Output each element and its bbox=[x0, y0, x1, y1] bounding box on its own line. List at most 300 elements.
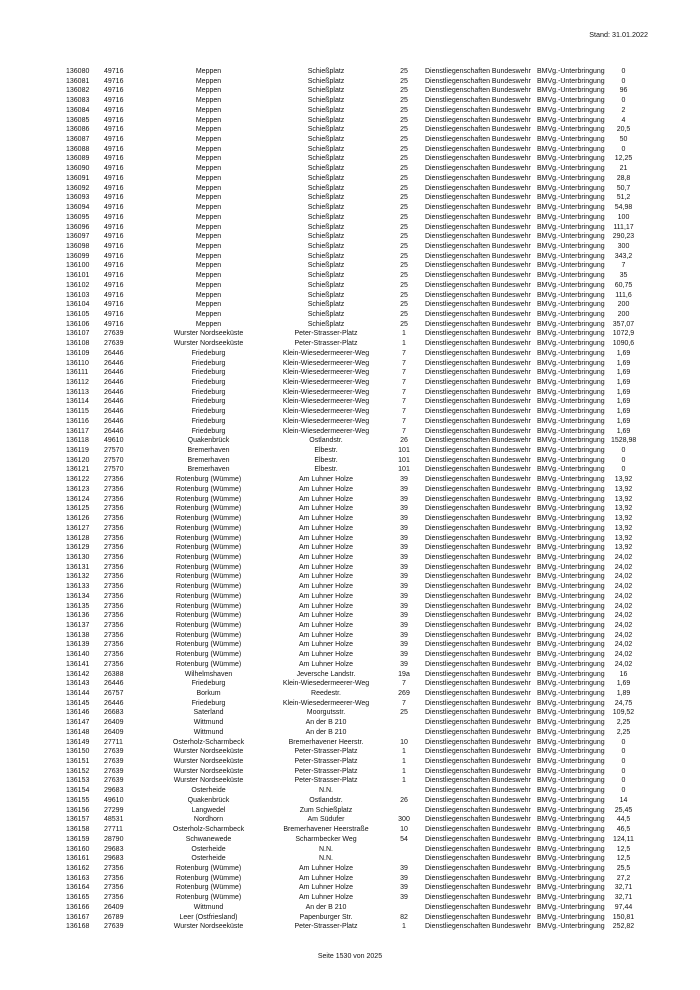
cell-plz: 27711 bbox=[104, 738, 123, 746]
cell-nutzung: BMVg.-Unterbringung bbox=[537, 106, 605, 114]
cell-strasse: An der B 210 bbox=[305, 903, 347, 911]
table-row bbox=[66, 184, 636, 194]
cell-ort: Bremerhaven bbox=[187, 466, 230, 474]
cell-strasse: Am Luhner Holze bbox=[298, 524, 354, 532]
cell-wert: 28,8 bbox=[616, 174, 631, 182]
cell-plz: 27356 bbox=[104, 592, 124, 600]
cell-strasse: Schießplatz bbox=[307, 213, 345, 221]
cell-kategorie: Dienstliegenschaften Bundeswehr bbox=[425, 437, 531, 445]
cell-hausnummer: 39 bbox=[400, 534, 408, 542]
cell-hausnummer: 39 bbox=[400, 515, 408, 523]
cell-kategorie: Dienstliegenschaften Bundeswehr bbox=[425, 359, 531, 367]
cell-nutzung: BMVg.-Unterbringung bbox=[537, 719, 605, 727]
cell-plz: 27356 bbox=[104, 495, 124, 503]
cell-plz: 29683 bbox=[104, 855, 124, 863]
cell-nutzung: BMVg.-Unterbringung bbox=[537, 476, 605, 484]
cell-kategorie: Dienstliegenschaften Bundeswehr bbox=[425, 213, 531, 221]
cell-strasse: Klein-Wiesedermeerer-Weg bbox=[282, 408, 370, 416]
cell-wert: 1,89 bbox=[616, 690, 631, 697]
cell-plz: 27356 bbox=[104, 651, 124, 659]
cell-wert: 24,02 bbox=[614, 612, 633, 620]
cell-id: 136122 bbox=[66, 476, 90, 484]
cell-wert: 24,02 bbox=[614, 660, 633, 668]
cell-id: 136137 bbox=[66, 621, 90, 629]
table-row bbox=[66, 543, 636, 553]
cell-nutzung: BMVg.-Unterbringung bbox=[537, 835, 605, 843]
cell-hausnummer: 25 bbox=[400, 262, 408, 270]
cell-id: 136141 bbox=[66, 660, 90, 668]
cell-strasse: Am Südufer bbox=[307, 816, 345, 824]
cell-strasse: Schießplatz bbox=[307, 320, 345, 328]
cell-nutzung: BMVg.-Unterbringung bbox=[537, 466, 605, 474]
cell-id: 136161 bbox=[66, 855, 90, 863]
cell-strasse: Peter-Strasser-Platz bbox=[294, 777, 358, 785]
cell-ort: Rotenburg (Wümme) bbox=[175, 602, 242, 610]
cell-wert: 96 bbox=[619, 87, 628, 95]
cell-wert: 0 bbox=[621, 456, 626, 464]
cell-nutzung: BMVg.-Unterbringung bbox=[537, 855, 605, 863]
cell-ort: Rotenburg (Wümme) bbox=[175, 476, 242, 484]
cell-id: 136090 bbox=[66, 165, 90, 173]
cell-nutzung: BMVg.-Unterbringung bbox=[537, 787, 605, 795]
cell-plz: 27356 bbox=[104, 553, 124, 561]
cell-strasse: Schießplatz bbox=[307, 301, 345, 309]
cell-ort: Meppen bbox=[195, 291, 222, 299]
cell-wert: 252,82 bbox=[612, 923, 635, 931]
cell-hausnummer: 39 bbox=[400, 524, 408, 532]
cell-hausnummer: 25 bbox=[400, 281, 408, 289]
cell-nutzung: BMVg.-Unterbringung bbox=[537, 417, 605, 425]
cell-id: 136114 bbox=[66, 398, 89, 406]
cell-plz: 49716 bbox=[104, 310, 124, 318]
table-row bbox=[66, 242, 636, 252]
cell-hausnummer: 25 bbox=[400, 320, 408, 328]
cell-hausnummer: 25 bbox=[400, 252, 408, 260]
cell-nutzung: BMVg.-Unterbringung bbox=[537, 758, 605, 766]
cell-id: 136116 bbox=[66, 417, 89, 425]
cell-id: 136099 bbox=[66, 252, 90, 260]
cell-nutzung: BMVg.-Unterbringung bbox=[537, 408, 605, 416]
cell-wert: 13,92 bbox=[614, 495, 633, 503]
cell-strasse: Klein-Wiesedermeerer-Weg bbox=[282, 388, 370, 396]
cell-hausnummer: 25 bbox=[400, 204, 408, 212]
cell-hausnummer: 25 bbox=[400, 106, 408, 114]
cell-id: 136152 bbox=[66, 767, 90, 775]
cell-plz: 49716 bbox=[104, 252, 124, 260]
cell-ort: Rotenburg (Wümme) bbox=[175, 651, 242, 659]
table-row bbox=[66, 806, 636, 816]
cell-ort: Meppen bbox=[195, 184, 222, 192]
cell-strasse: N.N. bbox=[319, 845, 333, 853]
cell-id: 136136 bbox=[66, 612, 90, 620]
cell-strasse: Am Luhner Holze bbox=[298, 573, 354, 581]
cell-wert: 1,69 bbox=[616, 369, 631, 377]
cell-id: 136087 bbox=[66, 136, 90, 144]
cell-kategorie: Dienstliegenschaften Bundeswehr bbox=[425, 884, 531, 892]
cell-plz: 26446 bbox=[104, 398, 124, 406]
cell-kategorie: Dienstliegenschaften Bundeswehr bbox=[425, 174, 531, 182]
table-row bbox=[66, 815, 636, 825]
cell-hausnummer: 25 bbox=[400, 213, 408, 221]
cell-strasse: Am Luhner Holze bbox=[298, 583, 354, 591]
cell-wert: 60,75 bbox=[614, 281, 633, 289]
cell-id: 136164 bbox=[66, 884, 90, 892]
cell-id: 136092 bbox=[66, 184, 90, 192]
cell-kategorie: Dienstliegenschaften Bundeswehr bbox=[425, 913, 531, 921]
cell-kategorie: Dienstliegenschaften Bundeswehr bbox=[425, 388, 531, 396]
cell-nutzung: BMVg.-Unterbringung bbox=[537, 320, 605, 328]
cell-kategorie: Dienstliegenschaften Bundeswehr bbox=[425, 165, 531, 173]
cell-nutzung: BMVg.-Unterbringung bbox=[537, 923, 605, 931]
cell-plz: 27356 bbox=[104, 534, 124, 542]
cell-plz: 26388 bbox=[104, 670, 124, 678]
table-row bbox=[66, 893, 636, 903]
cell-hausnummer: 7 bbox=[402, 699, 406, 707]
table-row bbox=[66, 96, 636, 106]
cell-wert: 1,69 bbox=[616, 379, 631, 386]
cell-nutzung: BMVg.-Unterbringung bbox=[537, 612, 605, 620]
cell-plz: 27639 bbox=[104, 330, 124, 338]
cell-id: 136133 bbox=[66, 583, 90, 591]
cell-ort: Wurster Nordseeküste bbox=[173, 777, 244, 785]
cell-ort: Meppen bbox=[195, 204, 222, 212]
cell-ort: Rotenburg (Wümme) bbox=[175, 563, 242, 571]
cell-id: 136155 bbox=[66, 796, 90, 804]
cell-strasse: An der B 210 bbox=[305, 728, 347, 736]
cell-hausnummer: 39 bbox=[400, 495, 408, 503]
cell-ort: Leer (Ostfriesland) bbox=[179, 913, 238, 921]
cell-hausnummer: 7 bbox=[402, 398, 406, 406]
cell-ort: Meppen bbox=[195, 223, 222, 231]
cell-wert: 12,5 bbox=[616, 845, 631, 853]
cell-id: 136083 bbox=[66, 97, 90, 105]
cell-plz: 49716 bbox=[104, 272, 124, 280]
cell-kategorie: Dienstliegenschaften Bundeswehr bbox=[425, 777, 531, 785]
cell-nutzung: BMVg.-Unterbringung bbox=[537, 126, 605, 134]
cell-kategorie: Dienstliegenschaften Bundeswehr bbox=[425, 670, 531, 678]
cell-wert: 14 bbox=[619, 796, 628, 804]
cell-strasse: Schießplatz bbox=[307, 262, 345, 270]
cell-wert: 1,69 bbox=[616, 388, 631, 396]
cell-id: 136156 bbox=[66, 806, 90, 814]
cell-strasse: Am Luhner Holze bbox=[298, 485, 354, 493]
cell-strasse: Am Luhner Holze bbox=[298, 563, 354, 571]
cell-id: 136115 bbox=[66, 408, 89, 416]
cell-nutzung: BMVg.-Unterbringung bbox=[537, 573, 605, 581]
cell-strasse: Bremerhavener Heerstraße bbox=[283, 826, 369, 834]
cell-hausnummer: 25 bbox=[400, 301, 408, 309]
cell-ort: Meppen bbox=[195, 301, 222, 309]
cell-nutzung: BMVg.-Unterbringung bbox=[537, 670, 605, 678]
cell-plz: 27639 bbox=[104, 758, 124, 766]
cell-id: 136082 bbox=[66, 87, 90, 95]
cell-kategorie: Dienstliegenschaften Bundeswehr bbox=[425, 864, 531, 872]
cell-hausnummer: 39 bbox=[400, 573, 408, 581]
cell-wert: 46,5 bbox=[616, 826, 631, 834]
cell-id: 136166 bbox=[66, 903, 90, 911]
cell-kategorie: Dienstliegenschaften Bundeswehr bbox=[425, 699, 531, 707]
table-row bbox=[66, 582, 636, 592]
cell-nutzung: BMVg.-Unterbringung bbox=[537, 631, 605, 639]
cell-plz: 29683 bbox=[104, 845, 124, 853]
cell-plz: 27356 bbox=[104, 515, 124, 523]
cell-strasse: Klein-Wiesedermeerer-Weg bbox=[282, 369, 370, 377]
cell-strasse: Schießplatz bbox=[307, 77, 345, 85]
cell-kategorie: Dienstliegenschaften Bundeswehr bbox=[425, 310, 531, 318]
cell-ort: Meppen bbox=[195, 106, 222, 114]
cell-strasse: Elbestr. bbox=[314, 447, 338, 455]
cell-plz: 26446 bbox=[104, 699, 124, 707]
cell-id: 136117 bbox=[66, 427, 89, 435]
cell-hausnummer: 7 bbox=[402, 408, 406, 416]
cell-wert: 1090,6 bbox=[612, 340, 635, 348]
cell-ort: Rotenburg (Wümme) bbox=[175, 505, 242, 513]
cell-wert: 13,92 bbox=[614, 544, 633, 552]
cell-ort: Meppen bbox=[195, 77, 222, 85]
cell-wert: 2 bbox=[621, 106, 626, 114]
cell-kategorie: Dienstliegenschaften Bundeswehr bbox=[425, 301, 531, 309]
cell-kategorie: Dienstliegenschaften Bundeswehr bbox=[425, 116, 531, 124]
cell-wert: 0 bbox=[621, 145, 626, 153]
table-row bbox=[66, 252, 636, 262]
table-row bbox=[66, 835, 636, 845]
cell-id: 136120 bbox=[66, 456, 90, 464]
cell-strasse: Am Luhner Holze bbox=[298, 612, 354, 620]
cell-id: 136123 bbox=[66, 485, 90, 493]
cell-strasse: Peter-Strasser-Platz bbox=[294, 340, 358, 348]
table-row bbox=[66, 621, 636, 631]
cell-kategorie: Dienstliegenschaften Bundeswehr bbox=[425, 573, 531, 581]
cell-id: 136110 bbox=[66, 359, 89, 367]
cell-strasse: Schießplatz bbox=[307, 97, 345, 105]
cell-kategorie: Dienstliegenschaften Bundeswehr bbox=[425, 845, 531, 853]
cell-plz: 49716 bbox=[104, 106, 124, 114]
cell-kategorie: Dienstliegenschaften Bundeswehr bbox=[425, 748, 531, 756]
cell-plz: 26446 bbox=[104, 359, 124, 367]
cell-id: 136102 bbox=[66, 281, 90, 289]
cell-id: 136138 bbox=[66, 631, 90, 639]
table-row bbox=[66, 359, 636, 369]
cell-id: 136145 bbox=[66, 699, 90, 707]
cell-strasse: Schießplatz bbox=[307, 223, 345, 231]
cell-strasse: Am Luhner Holze bbox=[298, 534, 354, 542]
table-row bbox=[66, 738, 636, 748]
cell-kategorie: Dienstliegenschaften Bundeswehr bbox=[425, 204, 531, 212]
cell-nutzung: BMVg.-Unterbringung bbox=[537, 116, 605, 124]
cell-ort: Friedeburg bbox=[191, 359, 226, 367]
cell-hausnummer: 7 bbox=[402, 680, 406, 688]
cell-kategorie: Dienstliegenschaften Bundeswehr bbox=[425, 806, 531, 814]
cell-strasse: Schießplatz bbox=[307, 242, 345, 250]
cell-hausnummer: 25 bbox=[400, 272, 408, 280]
cell-wert: 200 bbox=[617, 301, 630, 309]
cell-nutzung: BMVg.-Unterbringung bbox=[537, 903, 605, 911]
cell-nutzung: BMVg.-Unterbringung bbox=[537, 505, 605, 513]
cell-nutzung: BMVg.-Unterbringung bbox=[537, 728, 605, 736]
cell-hausnummer: 25 bbox=[400, 145, 408, 153]
cell-plz: 27356 bbox=[104, 660, 124, 668]
cell-kategorie: Dienstliegenschaften Bundeswehr bbox=[425, 262, 531, 270]
cell-wert: 13,92 bbox=[614, 476, 633, 484]
cell-kategorie: Dienstliegenschaften Bundeswehr bbox=[425, 145, 531, 153]
cell-wert: 13,92 bbox=[614, 524, 633, 532]
table-row bbox=[66, 320, 636, 330]
cell-ort: Meppen bbox=[195, 145, 222, 153]
cell-ort: Wurster Nordseeküste bbox=[173, 340, 244, 348]
cell-wert: 13,92 bbox=[614, 534, 633, 542]
cell-hausnummer: 39 bbox=[400, 505, 408, 513]
cell-ort: Meppen bbox=[195, 174, 222, 182]
cell-ort: Friedeburg bbox=[191, 388, 226, 396]
cell-ort: Bremerhaven bbox=[187, 456, 230, 464]
cell-kategorie: Dienstliegenschaften Bundeswehr bbox=[425, 252, 531, 260]
table-row bbox=[66, 106, 636, 116]
cell-hausnummer bbox=[387, 903, 421, 913]
cell-ort: Friedeburg bbox=[191, 408, 226, 416]
cell-wert: 24,02 bbox=[614, 631, 633, 639]
cell-wert: 200 bbox=[617, 310, 630, 318]
cell-ort: Meppen bbox=[195, 233, 222, 241]
cell-hausnummer bbox=[387, 786, 421, 796]
cell-nutzung: BMVg.-Unterbringung bbox=[537, 816, 605, 824]
cell-wert: 1,69 bbox=[616, 417, 631, 425]
cell-id: 136093 bbox=[66, 194, 90, 202]
cell-kategorie: Dienstliegenschaften Bundeswehr bbox=[425, 233, 531, 241]
cell-ort: Osterholz-Scharmbeck bbox=[172, 826, 245, 834]
table-row bbox=[66, 154, 636, 164]
cell-strasse: Ostlandstr. bbox=[309, 796, 343, 804]
cell-hausnummer: 10 bbox=[400, 826, 408, 834]
cell-ort: Saterland bbox=[193, 709, 224, 717]
cell-ort: Rotenburg (Wümme) bbox=[175, 573, 242, 581]
table-row bbox=[66, 378, 636, 388]
cell-nutzung: BMVg.-Unterbringung bbox=[537, 913, 605, 921]
cell-plz: 27639 bbox=[104, 340, 124, 348]
cell-kategorie: Dienstliegenschaften Bundeswehr bbox=[425, 641, 531, 649]
cell-hausnummer: 7 bbox=[402, 388, 406, 396]
cell-hausnummer: 7 bbox=[402, 427, 406, 435]
cell-hausnummer: 1 bbox=[402, 330, 406, 338]
cell-ort: Wurster Nordseeküste bbox=[173, 748, 244, 756]
cell-kategorie: Dienstliegenschaften Bundeswehr bbox=[425, 340, 531, 348]
cell-strasse: Klein-Wiesedermeerer-Weg bbox=[282, 680, 370, 688]
table-row bbox=[66, 261, 636, 271]
cell-id: 136095 bbox=[66, 213, 90, 221]
table-row bbox=[66, 86, 636, 96]
cell-nutzung: BMVg.-Unterbringung bbox=[537, 174, 605, 182]
cell-id: 136080 bbox=[66, 68, 90, 75]
cell-strasse: Am Luhner Holze bbox=[298, 864, 354, 872]
cell-hausnummer: 7 bbox=[402, 417, 406, 425]
cell-kategorie: Dienstliegenschaften Bundeswehr bbox=[425, 583, 531, 591]
cell-kategorie: Dienstliegenschaften Bundeswehr bbox=[425, 242, 531, 250]
cell-nutzung: BMVg.-Unterbringung bbox=[537, 709, 605, 717]
cell-wert: 20,5 bbox=[616, 126, 631, 134]
cell-plz: 49716 bbox=[104, 97, 124, 105]
cell-ort: Friedeburg bbox=[191, 369, 226, 377]
cell-ort: Meppen bbox=[195, 165, 222, 173]
cell-plz: 27639 bbox=[104, 777, 124, 785]
cell-nutzung: BMVg.-Unterbringung bbox=[537, 602, 605, 610]
cell-strasse: Ostlandstr. bbox=[309, 437, 343, 445]
cell-hausnummer: 39 bbox=[400, 621, 408, 629]
cell-ort: Meppen bbox=[195, 310, 222, 318]
cell-strasse: Klein-Wiesedermeerer-Weg bbox=[282, 417, 370, 425]
cell-strasse: Reedestr. bbox=[311, 690, 341, 697]
cell-plz: 27570 bbox=[104, 447, 124, 455]
cell-id: 136130 bbox=[66, 553, 90, 561]
cell-wert: 35 bbox=[619, 272, 628, 280]
cell-id: 136154 bbox=[66, 787, 90, 795]
cell-kategorie: Dienstliegenschaften Bundeswehr bbox=[425, 476, 531, 484]
cell-strasse: Elbestr. bbox=[314, 456, 338, 464]
cell-plz: 27639 bbox=[104, 748, 124, 756]
table-row bbox=[66, 699, 636, 709]
table-row bbox=[66, 417, 636, 427]
cell-plz: 27356 bbox=[104, 874, 124, 882]
cell-plz: 49716 bbox=[104, 174, 124, 182]
cell-wert: 0 bbox=[621, 777, 626, 785]
cell-id: 136107 bbox=[66, 330, 90, 338]
cell-kategorie: Dienstliegenschaften Bundeswehr bbox=[425, 466, 531, 474]
cell-strasse: Am Luhner Holze bbox=[298, 515, 354, 523]
cell-nutzung: BMVg.-Unterbringung bbox=[537, 369, 605, 377]
cell-wert: 24,02 bbox=[614, 602, 633, 610]
cell-ort: Borkum bbox=[196, 690, 221, 697]
cell-id: 136150 bbox=[66, 748, 90, 756]
cell-plz: 26446 bbox=[104, 680, 124, 688]
cell-nutzung: BMVg.-Unterbringung bbox=[537, 262, 605, 270]
cell-strasse: Am Luhner Holze bbox=[298, 495, 354, 503]
cell-wert: 290,23 bbox=[612, 233, 635, 241]
cell-wert: 24,02 bbox=[614, 651, 633, 659]
cell-plz: 49716 bbox=[104, 223, 124, 231]
cell-kategorie: Dienstliegenschaften Bundeswehr bbox=[425, 106, 531, 114]
stand-date: Stand: 31.01.2022 bbox=[589, 30, 648, 39]
cell-hausnummer: 39 bbox=[400, 583, 408, 591]
cell-strasse: Am Luhner Holze bbox=[298, 602, 354, 610]
cell-plz: 27570 bbox=[104, 466, 124, 474]
cell-plz: 27356 bbox=[104, 864, 124, 872]
cell-ort: Rotenburg (Wümme) bbox=[175, 660, 242, 668]
cell-hausnummer: 25 bbox=[400, 116, 408, 124]
cell-ort: Osterheide bbox=[191, 855, 226, 863]
cell-nutzung: BMVg.-Unterbringung bbox=[537, 884, 605, 892]
cell-plz: 49716 bbox=[104, 165, 124, 173]
cell-wert: 54,98 bbox=[614, 204, 633, 212]
cell-wert: 50 bbox=[619, 136, 628, 144]
cell-ort: Rotenburg (Wümme) bbox=[175, 864, 242, 872]
cell-hausnummer: 39 bbox=[400, 563, 408, 571]
cell-id: 136106 bbox=[66, 320, 90, 328]
cell-strasse: Jeversche Landstr. bbox=[296, 670, 356, 678]
cell-ort: Rotenburg (Wümme) bbox=[175, 874, 242, 882]
cell-wert: 24,75 bbox=[614, 699, 633, 707]
cell-kategorie: Dienstliegenschaften Bundeswehr bbox=[425, 369, 531, 377]
cell-id: 136139 bbox=[66, 641, 90, 649]
cell-plz: 26683 bbox=[104, 709, 124, 717]
cell-strasse: Elbestr. bbox=[314, 466, 338, 474]
cell-nutzung: BMVg.-Unterbringung bbox=[537, 330, 605, 338]
cell-plz: 49716 bbox=[104, 213, 124, 221]
table-row bbox=[66, 670, 636, 680]
cell-hausnummer: 10 bbox=[400, 738, 408, 746]
cell-nutzung: BMVg.-Unterbringung bbox=[537, 242, 605, 250]
cell-wert: 2,25 bbox=[616, 719, 631, 727]
cell-ort: Friedeburg bbox=[191, 379, 226, 386]
cell-wert: 0 bbox=[621, 767, 626, 775]
cell-nutzung: BMVg.-Unterbringung bbox=[537, 699, 605, 707]
